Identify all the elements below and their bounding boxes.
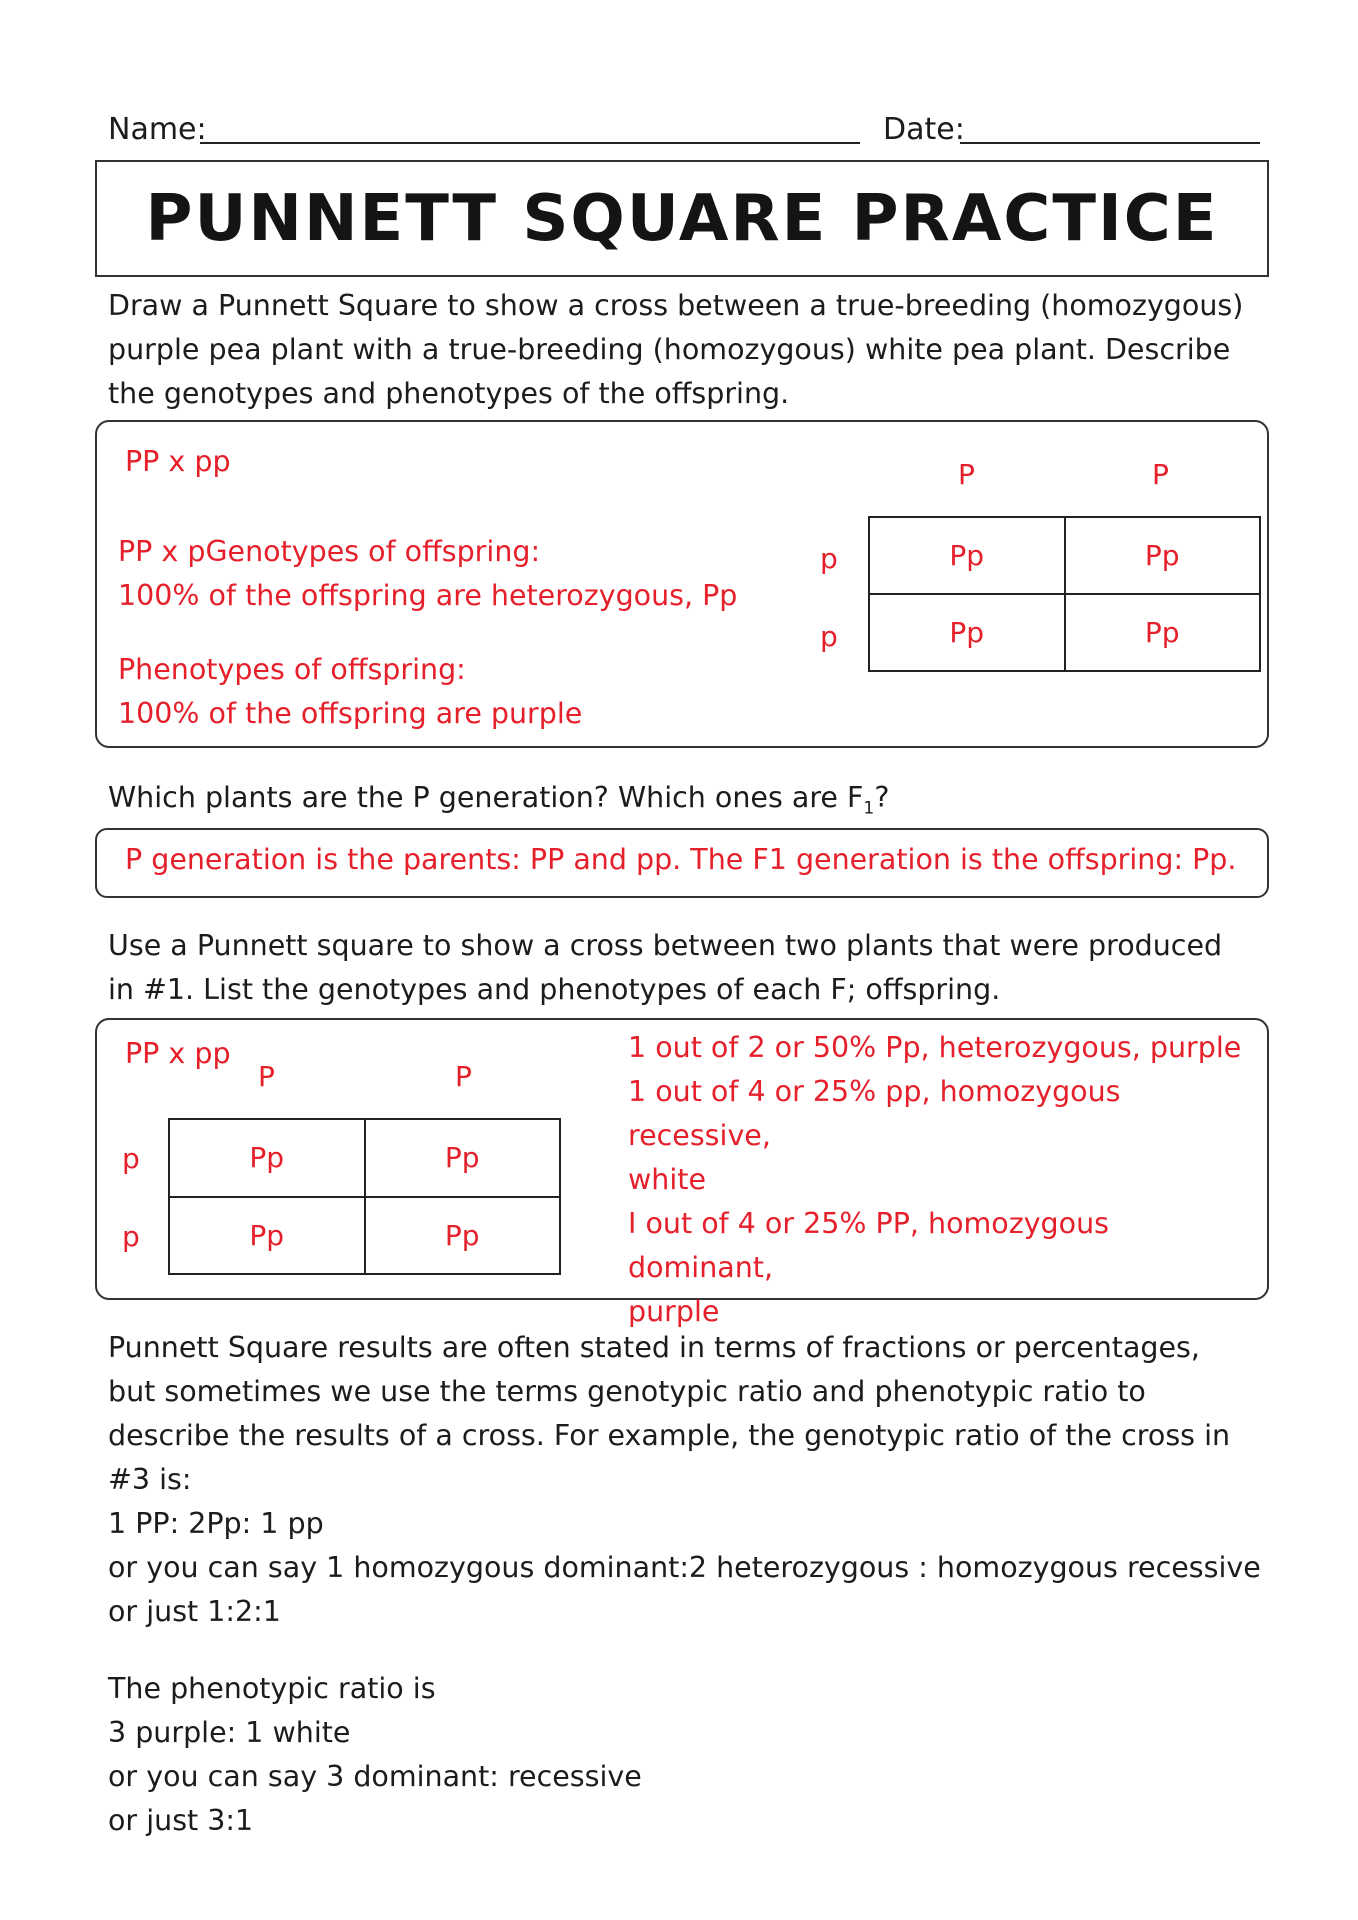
q1-left-allele: p: [820, 620, 838, 653]
q1-genotypes-line: 100% of the offspring are heterozygous, Pp: [118, 579, 738, 612]
q1-punnett-square: [868, 516, 1261, 672]
q3-prompt: [108, 924, 1288, 1012]
q1-genotypes-line: PP x pGenotypes of offspring:: [118, 535, 541, 568]
punnett-cell: Pp: [1065, 594, 1261, 671]
punnett-cell: Pp: [1065, 517, 1261, 594]
q3-result-line: I out of 4 or 25% PP, homozygous dominant,: [628, 1207, 1109, 1284]
q2-prompt: [108, 776, 1288, 831]
explanation-line: or you can say 1 homozygous dominant:2 heterozygous : homozygous recessive: [108, 1551, 1261, 1584]
q1-top-allele: P: [958, 458, 975, 491]
q1-prompt: [108, 284, 1288, 416]
q1-cross: PP x pp: [125, 445, 231, 478]
punnett-cell: Pp: [869, 517, 1065, 594]
q3-punnett-square: [168, 1118, 561, 1275]
q2-prompt-end: ?: [874, 781, 890, 814]
q3-cross: PP x pp: [125, 1037, 231, 1070]
explanation-line: describe the results of a cross. For example, the genotypic ratio of the cross in: [108, 1419, 1231, 1452]
q3-result-line: purple: [628, 1295, 720, 1328]
explanation-line: #3 is:: [108, 1463, 192, 1496]
q1-prompt-line: Draw a Punnett Square to show a cross between a true-breeding (homozygous): [108, 289, 1244, 322]
q3-top-allele: P: [258, 1060, 275, 1093]
q3-prompt-line: in #1. List the genotypes and phenotypes of each F; offspring.: [108, 973, 1001, 1006]
q1-prompt-line: purple pea plant with a true-breeding (homozygous) white pea plant. Describe: [108, 333, 1231, 366]
phenotypic-line: or you can say 3 dominant: recessive: [108, 1760, 642, 1793]
phenotypic-line: 3 purple: 1 white: [108, 1716, 351, 1749]
q3-left-allele: p: [122, 1220, 140, 1253]
q2-answer: P generation is the parents: PP and pp. The F1 generation is the offspring: Pp.: [125, 843, 1237, 876]
punnett-cell: Pp: [169, 1119, 365, 1197]
explanation: [108, 1326, 1288, 1634]
explanation-line: Punnett Square results are often stated in terms of fractions or percentages,: [108, 1331, 1200, 1364]
punnett-cell: Pp: [869, 594, 1065, 671]
explanation-line: 1 PP: 2Pp: 1 pp: [108, 1507, 324, 1540]
q1-left-allele: p: [820, 542, 838, 575]
name-field-line[interactable]: [200, 142, 860, 144]
q1-phenotypes-line: Phenotypes of offspring:: [118, 653, 466, 686]
explanation-line: or just 1:2:1: [108, 1595, 281, 1628]
date-field-line[interactable]: [960, 142, 1260, 144]
punnett-cell: Pp: [365, 1197, 561, 1275]
q3-left-allele: p: [122, 1142, 140, 1175]
explanation-line: but sometimes we use the terms genotypic ratio and phenotypic ratio to: [108, 1375, 1146, 1408]
q3-result-line: white: [628, 1163, 706, 1196]
q3-result-line: 1 out of 2 or 50% Pp, heterozygous, purple: [628, 1031, 1242, 1064]
punnett-cell: Pp: [365, 1119, 561, 1197]
phenotypic-ratio: [108, 1667, 1288, 1843]
q2-prompt-subscript: 1: [863, 798, 875, 819]
phenotypic-line: or just 3:1: [108, 1804, 254, 1837]
q1-phenotypes-line: 100% of the offspring are purple: [118, 697, 583, 730]
q3-result-line: 1 out of 4 or 25% pp, homozygous recessive,: [628, 1075, 1121, 1152]
q3-top-allele: P: [455, 1060, 472, 1093]
name-label: Name:: [108, 112, 207, 147]
title-box: [95, 160, 1269, 277]
punnett-cell: Pp: [169, 1197, 365, 1275]
q3-prompt-line: Use a Punnett square to show a cross between two plants that were produced: [108, 929, 1223, 962]
date-label: Date:: [883, 112, 965, 147]
q1-prompt-line: the genotypes and phenotypes of the offspring.: [108, 377, 790, 410]
q1-top-allele: P: [1152, 458, 1169, 491]
phenotypic-line: The phenotypic ratio is: [108, 1672, 436, 1705]
q3-results: [628, 1026, 1258, 1334]
q2-prompt-text: Which plants are the P generation? Which ones are F: [108, 781, 864, 814]
page-title: PUNNETT SQUARE PRACTICE: [145, 181, 1219, 256]
